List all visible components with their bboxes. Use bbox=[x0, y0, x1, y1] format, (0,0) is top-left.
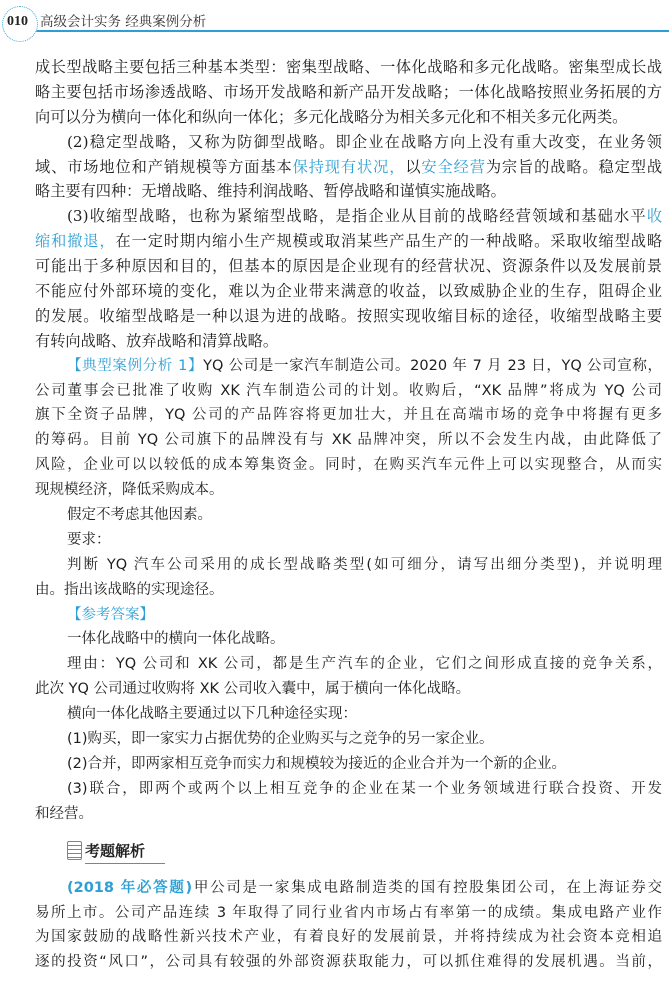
text-line: 横向一体化战略主要通过以下几种途径实现： bbox=[67, 706, 357, 723]
text: YQ 公司是一家汽车制造公司。2020 年 7 月 23 日，YQ 公司宣称， bbox=[203, 357, 662, 374]
text-line: 向可以分为横向一体化和纵向一体化；多元化战略分为相关多元化和不相关多元化两类。 bbox=[35, 107, 628, 126]
text-line: 判断 YQ 汽车公司采用的成长型战略类型(如可细分，请写出细分类型)，并说明理 bbox=[67, 556, 662, 573]
text-line: 略主要有四种：无增战略、维持利润战略、暂停战略和谨慎实施战略。 bbox=[35, 182, 506, 201]
section-underline bbox=[85, 863, 165, 865]
text-line bbox=[35, 354, 662, 379]
text-line bbox=[35, 876, 662, 901]
text: 域、市场地位和产销规模等方面基本 bbox=[35, 157, 293, 176]
text-line: 略主要包括市场渗透战略、市场开发战略和新产品开发战略；一体化战略按照业务拓展的方 bbox=[35, 82, 662, 101]
paragraph-stable-strategy bbox=[35, 130, 662, 205]
text-line: 此次 YQ 公司通过收购将 XK 公司收入囊中，属于横向一体化战略。 bbox=[35, 681, 471, 698]
text-line: 公司董事会已批准了收购 XK 汽车制造公司的计划。收购后，“XK 品牌”将成为 YQ 公司 bbox=[35, 382, 662, 399]
exam-question bbox=[35, 876, 662, 976]
text-line: (1)购买，即一家实力占据优势的企业购买与之竞争的另一家企业。 bbox=[67, 731, 494, 748]
page-header bbox=[0, 0, 669, 50]
text-line: 易所上市。公司产品连续 3 年取得了同行业省内市场占有率第一的成绩。集成电路产业作 bbox=[35, 904, 662, 921]
text: 在一定时期内缩小生产规模或取消某些产品生产的一种战略。采取收缩型战略 bbox=[115, 232, 663, 251]
highlight-text: 保持现有状况， bbox=[292, 157, 406, 176]
page-number: 010 bbox=[7, 14, 28, 29]
answer-label: 【参考答案】 bbox=[67, 606, 154, 623]
text: 以 bbox=[405, 157, 422, 176]
text: 甲公司是一家集成电路制造类的国有控股集团公司，在上海证券交 bbox=[192, 879, 662, 896]
text-line: 要求： bbox=[67, 531, 111, 548]
notepad-icon bbox=[67, 841, 82, 860]
header-rule bbox=[30, 30, 669, 32]
text-line: 理由：YQ 公司和 XK 公司，都是生产汽车的企业，它们之间形成直接的竞争关系， bbox=[67, 656, 662, 673]
text-line: 和经营。 bbox=[35, 805, 93, 822]
case-analysis bbox=[35, 354, 662, 603]
text-line bbox=[35, 155, 662, 180]
section-title: 考题解析 bbox=[85, 841, 146, 860]
text-line: (3)联合，即两个或两个以上相互竞争的企业在某一个业务领域进行联合投资、开发 bbox=[67, 780, 662, 797]
text-line: 一体化战略中的横向一体化战略。 bbox=[67, 631, 285, 648]
text: (3)收缩型战略，也称为紧缩型战略，是指企业从目前的战略经营领域和基础水平 bbox=[67, 207, 647, 226]
section-heading bbox=[35, 839, 662, 876]
paragraph-retrenchment-strategy bbox=[35, 204, 662, 353]
highlight-text: 缩和撤退， bbox=[35, 232, 116, 251]
text-line: 有转向战略、放弃战略和清算战略。 bbox=[35, 331, 278, 350]
text-line bbox=[35, 229, 662, 254]
text-line: (2)合并，即两家相互竞争而实力和规模较为接近的企业合并为一个新的企业。 bbox=[67, 755, 567, 772]
text-line: 旗下全资子品牌，YQ 公司的产品阵容将更加壮大，并且在高端市场的竞争中将握有更多 bbox=[35, 407, 662, 424]
paragraph-growth-strategy bbox=[35, 55, 662, 130]
text-line: 假定不考虑其他因素。 bbox=[67, 507, 212, 524]
text: 为宗旨的战略。稳定型战 bbox=[485, 157, 663, 176]
highlight-text: 收 bbox=[646, 207, 662, 226]
case-label: 【典型案例分析 1】 bbox=[67, 357, 204, 374]
page-body bbox=[35, 55, 662, 975]
book-title: 高级会计实务 经典案例分析 bbox=[40, 14, 207, 30]
text-line: 的筹码。目前 YQ 公司旗下的品牌没有与 XK 品牌冲突，所以不会发生内战，由此降低了 bbox=[35, 432, 662, 449]
text-line: 成长型战略主要包括三种基本类型：密集型战略、一体化战略和多元化战略。密集型成长战 bbox=[35, 58, 662, 76]
text-line: 由。指出该战略的实现途径。 bbox=[35, 581, 224, 598]
text-line: 风险，企业可以以较低的成本筹集资金。同时，在购买汽车元件上可以实现整合，从而实 bbox=[35, 457, 662, 474]
reference-answer bbox=[35, 603, 662, 827]
text-line: 的发展。收缩型战略是一种以退为进的战略。按照实现收缩目标的途径，收缩型战略主要 bbox=[35, 306, 662, 325]
text-line: 可能出于多种原因和目的，但基本的原因是企业现有的经营状况、资源条件以及发展前景 bbox=[35, 257, 662, 276]
text-line: 为国家鼓励的战略性新兴技术产业，有着良好的发展前景，并将持续成为社会资本竞相追 bbox=[35, 929, 662, 946]
text-line: 不能应付外部环境的变化，难以为企业带来满意的收益，以致威胁企业的生存，阻碍企业 bbox=[35, 282, 662, 301]
text-line: 现规模经济，降低采购成本。 bbox=[35, 482, 224, 499]
highlight-text: 安全经营 bbox=[421, 157, 486, 176]
text-line: 逐的投资“风口”，公司具有较强的外部资源获取能力，可以抓住难得的发展机遇。当前， bbox=[35, 954, 662, 971]
text-line bbox=[35, 204, 662, 229]
exam-tag: (2018 年必答题) bbox=[67, 879, 193, 896]
text-line: (2)稳定型战略，又称为防御型战略。即企业在战略方向上没有重大改变，在业务领 bbox=[67, 132, 662, 151]
